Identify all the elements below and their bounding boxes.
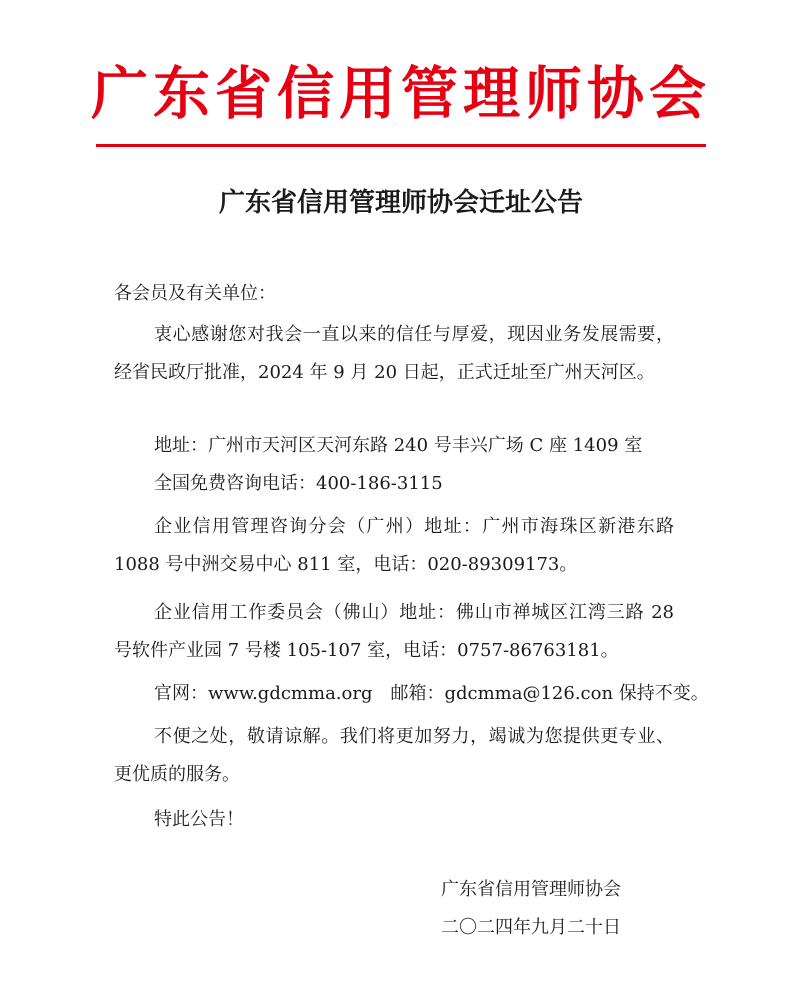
letterhead-title: 广东省信用管理师协会 [91, 61, 711, 127]
signature-date: 二〇二四年九月二十日 [441, 917, 621, 938]
branch-guangzhou: 企业信用管理咨询分会（广州）地址：广州市海珠区新港东路 1088 号中洲交易中心 811 室，电话：020-89309173。 [114, 516, 674, 575]
letterhead-red-rule [96, 144, 706, 147]
notice-title: 广东省信用管理师协会迁址公告 [218, 188, 583, 218]
website-email: 官网：www.gdcmma.org 邮箱：gdcmma@126.con 保持不变。 [154, 683, 709, 704]
hotline: 全国免费咨询电话：400-186-3115 [154, 473, 443, 494]
closing-remark: 特此公告！ [154, 809, 244, 830]
salutation: 各会员及有关单位： [114, 283, 276, 304]
intro-paragraph: 衷心感谢您对我会一直以来的信任与厚爱，现因业务发展需要，经省民政厅批准，2024 年 9 月 20 日起，正式迁址至广州天河区。 [114, 324, 674, 383]
apology-paragraph: 不便之处，敬请谅解。我们将更加努力，竭诚为您提供更专业、更优质的服务。 [114, 726, 674, 785]
new-address: 地址：广州市天河区天河东路 240 号丰兴广场 C 座 1409 室 [154, 435, 643, 456]
signature-org: 广东省信用管理师协会 [441, 879, 621, 900]
branch-foshan: 企业信用工作委员会（佛山）地址：佛山市禅城区江湾三路 28 号软件产业园 7 号楼 105-107 室，电话：0757-86763181。 [114, 602, 674, 661]
